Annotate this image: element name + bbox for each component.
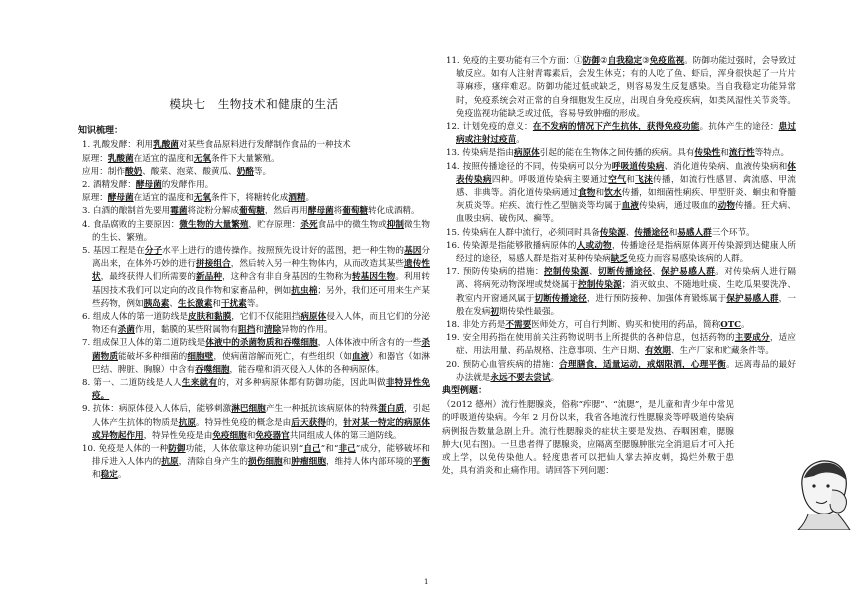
keyword: 酵母菌 xyxy=(307,206,334,217)
text-run: 原理： xyxy=(82,193,108,204)
text-run: 引起的能在生物体之间传播的疾病。具有 xyxy=(539,148,695,159)
text-run: ，这种含有非自身基因的生物称为 xyxy=(222,272,352,283)
text-run: 。 xyxy=(117,470,127,481)
keyword: 清除 xyxy=(263,325,282,336)
keyword: 生长激素 xyxy=(177,298,213,309)
right-items xyxy=(442,55,796,385)
text-run: 和 xyxy=(92,470,101,481)
text-run: 等。 xyxy=(253,166,272,177)
keyword: 分子 xyxy=(144,246,163,257)
keyword: 杀死 xyxy=(300,219,318,230)
text-run: 的，对多种病原体都有防御功能，因此叫做 xyxy=(217,378,386,389)
text-run: 1. 乳酸发酵：利用 xyxy=(82,140,154,151)
keyword: 动物 xyxy=(717,201,736,212)
keyword: 微生物的大量繁殖 xyxy=(179,219,249,230)
text-run: 10. 免疫是人体的一种 xyxy=(82,444,169,455)
keyword: 遗传性状 xyxy=(92,259,430,283)
text-run: ③ xyxy=(642,56,650,66)
text-run: ，贮存原理： xyxy=(248,219,301,230)
keyword: 主要成分 xyxy=(734,333,770,344)
text-run: 的， xyxy=(326,417,344,428)
keyword: 抑制 xyxy=(386,219,405,230)
keyword: 后天获得 xyxy=(291,417,327,428)
keyword: 体液中的杀菌物质和吞噬细胞 xyxy=(205,338,318,349)
text-run: ”成分，能够破坏和排斥进入人体内的 xyxy=(92,444,430,468)
text-run: 医师处方，可自行判断、购买和使用的药品，简称 xyxy=(531,320,721,331)
text-run: 将淀粉分解成 xyxy=(187,206,240,217)
text-run: ，使病菌溶解而死亡，有些组织（如 xyxy=(213,351,353,362)
text-run: 作用，黏膜的某些附属物有 xyxy=(135,325,239,336)
keyword: 基因 xyxy=(404,246,422,257)
text-run: 共同组成人体的第三道防线。 xyxy=(289,430,402,441)
text-run: 四种。呼吸道传染病主要通过 xyxy=(491,174,609,185)
keyword: 切断传播途径 xyxy=(598,267,653,278)
text-run: 和 xyxy=(246,430,256,441)
text-run: ，适应症、用法用量、药品规格、注意事项、生产日期、 xyxy=(456,333,796,357)
left-item xyxy=(78,377,430,403)
text-run: ，人体体液中所含有的一些 xyxy=(317,338,422,349)
text-run: 三个环节。 xyxy=(711,227,755,238)
text-run: 。 xyxy=(550,372,560,383)
keyword: 阻挡 xyxy=(238,325,256,336)
text-run: ，传播途径是指病原体离开传染源到达健康人所经过的途径，易感人群是指对某种传染病 xyxy=(456,240,796,265)
text-run: ，进行预防接种、加强体育锻炼属于 xyxy=(586,293,727,304)
keyword: 奶酪 xyxy=(236,166,254,177)
text-run: 和 xyxy=(282,457,292,468)
left-item xyxy=(78,205,430,218)
text-run: 9. 抗体：病原体侵入人体后，能够刺激 xyxy=(82,404,232,415)
text-run: 、消化道传染病、血液传染病和 xyxy=(664,161,788,172)
text-run: ，引起人体产生抗体的物质是 xyxy=(92,404,430,428)
text-run: ，然后转入另一种生物体内，从而改造其某些 xyxy=(230,259,405,270)
keyword: 酵母菌 xyxy=(107,193,134,204)
text-run: 能破坏多种细菌的 xyxy=(118,351,188,362)
keyword: 人或动物 xyxy=(576,240,612,251)
keyword: 新品种 xyxy=(196,272,222,283)
text-run: 传播，如细菌性痢疾、甲型肝炎、蛔虫和脊髓灰质炎等。疟疾、流行性乙型脑炎等均属于 xyxy=(456,188,796,212)
text-run: 。特异性免疫的概念是由 xyxy=(196,417,292,428)
keyword: 抗虫棉 xyxy=(291,285,318,296)
keyword: 酵母菌 xyxy=(135,180,162,191)
text-run: 、 xyxy=(652,267,662,278)
text-run: 期传染性最强。 xyxy=(499,306,560,317)
keyword: 传播途径 xyxy=(634,227,669,238)
keyword: 自己 xyxy=(303,444,321,455)
keyword: 防御 xyxy=(168,444,186,455)
right-item xyxy=(442,240,796,266)
text-run: ”和“ xyxy=(320,444,339,455)
keyword: 霉菌 xyxy=(170,206,188,217)
keyword: 传染性 xyxy=(694,148,721,159)
keyword: 血液 xyxy=(621,201,640,212)
keyword: 免疫监视 xyxy=(649,56,685,66)
text-run: 将 xyxy=(333,206,343,217)
text-run: 等。 xyxy=(246,298,264,309)
text-run: 3. 白酒的酿制首先要用 xyxy=(82,206,171,217)
right-column xyxy=(442,55,796,479)
text-run: 侵入人体，而且它们的分泌物还有 xyxy=(92,312,430,336)
right-item xyxy=(442,161,796,227)
keyword: 杀菌 xyxy=(117,325,135,336)
text-run: 水平上进行的遗传操作。按照预先设计好的蓝图，把一种生物的 xyxy=(162,246,405,257)
text-run: 和 xyxy=(668,227,678,238)
text-run: 18. 非处方药是 xyxy=(446,320,506,331)
keyword: 缺乏 xyxy=(610,254,628,265)
keyword: 胰岛素 xyxy=(143,298,170,309)
keyword: 免疫细胞 xyxy=(212,430,247,441)
right-item xyxy=(442,332,796,358)
keyword: 永远不要去尝试 xyxy=(490,372,551,383)
keyword: 保护易感人群 xyxy=(661,267,716,278)
keyword: 病原体 xyxy=(513,148,540,159)
text-run: ，特异性免疫是由 xyxy=(143,430,213,441)
text-run: 16. 传染源是指能够散播病原体的 xyxy=(446,240,577,251)
keyword: 平衡 xyxy=(412,457,430,468)
text-run: 条件下，将糖转化成 xyxy=(210,193,289,204)
text-run: 2. 酒精发酵： xyxy=(82,180,136,191)
keyword: 在不发病的情况下产生抗体，获得免疫功能 xyxy=(532,122,700,133)
text-run: 转化成酒精。 xyxy=(368,206,420,217)
text-run: 15. 传染病在人群中流行，必须同时具备 xyxy=(446,227,600,238)
keyword: 肿瘤细胞 xyxy=(291,457,327,468)
left-item xyxy=(78,166,430,179)
text-run: ，能吞噬和消灭侵入人体的各种病原体。 xyxy=(229,364,385,375)
keyword: 无氧 xyxy=(193,153,211,164)
text-run: ，它们不仅能阻挡 xyxy=(231,312,301,323)
text-run: 5. 基因工程是在 xyxy=(82,246,145,257)
text-run: 、 xyxy=(625,227,635,238)
example-heading: 典型例题： xyxy=(442,386,488,397)
keyword: 非特异性免疫。 xyxy=(92,378,430,402)
text-run: 7. 组成保卫人体的第二道防线是 xyxy=(82,338,206,349)
text-run: ，清除自身产生的 xyxy=(178,457,248,468)
text-run: 。防御功能过强时，会导致过敏反应。如有人注射青霉素后，会发生休克；有的人吃了鱼、虾后，浑身很快起了一片片荨麻疹，瘙痒难忍。防御功能过低或缺乏，则容易发生反复感染。当自我稳定功能异常时，免疫系统会对正常的自身细胞发生反应，出现自身免疫疾病，如类风湿性关节炎等。免疫监视功能缺乏或过低，容易导致肿瘤的形成。 xyxy=(456,56,796,119)
text-run: 传播，如流行性感冒、禽流感、甲流感、非典等。消化道传染病通过 xyxy=(456,174,796,199)
keyword: 转基因生物 xyxy=(352,272,396,283)
left-item xyxy=(78,153,430,166)
keyword: 酸奶 xyxy=(124,166,143,177)
keyword: 乳酸菌 xyxy=(153,140,179,151)
text-run: 6. 组成人体的第一道防线是 xyxy=(82,312,189,323)
text-run: 条件下大量繁殖。 xyxy=(210,153,280,164)
text-run: 分离出来，在体外巧妙的进行 xyxy=(92,246,430,270)
text-run: 。 xyxy=(740,320,750,331)
keyword: 控制传染源 xyxy=(543,267,590,278)
text-run: 。对传染病人进行隔离、将病死动物深埋或焚烧属于 xyxy=(456,267,796,291)
text-run: 和 xyxy=(720,148,729,159)
keyword: 空气 xyxy=(608,174,627,185)
text-run: 原理： xyxy=(82,153,108,164)
text-run: 在适宜的温度和 xyxy=(133,153,194,164)
text-run: 、 xyxy=(169,298,178,309)
right-item xyxy=(442,147,796,160)
module-title: 模块七 生物技术和健康的生活 xyxy=(169,97,339,111)
keyword: 患过病或注射过疫苗 xyxy=(456,122,796,146)
text-run: ，维持人体内部环境的 xyxy=(326,457,413,468)
keyword: 蛋白质 xyxy=(378,404,405,415)
keyword: 保护易感人群 xyxy=(726,293,779,304)
right-item xyxy=(442,227,796,240)
right-item xyxy=(442,359,796,385)
keyword: 血液 xyxy=(352,351,370,362)
text-run: 传播。狂犬病、血吸虫病、破伤风、癣等。 xyxy=(456,201,796,225)
keyword: 不需要 xyxy=(505,320,532,331)
keyword: 生来就有 xyxy=(181,378,218,389)
text-run: 。利用转基因技术我们可以定向的改良作物和家畜品种，例如 xyxy=(92,272,430,296)
keyword: 损伤细胞 xyxy=(248,457,283,468)
text-run: 等特点。 xyxy=(754,148,790,159)
keyword: 稳定 xyxy=(100,470,118,481)
keyword: 抗原 xyxy=(161,457,179,468)
text-run: 。远离毒品的最好办法就是 xyxy=(456,359,796,383)
left-item xyxy=(78,139,430,152)
keyword: 病原体 xyxy=(300,312,327,323)
text-run: ，一般在发病 xyxy=(456,293,796,317)
text-run: 微生物的生长、繁殖。 xyxy=(92,219,430,243)
section-heading: 知识梳理： xyxy=(78,126,124,137)
left-item xyxy=(78,219,430,245)
keyword: 拼接组合 xyxy=(196,259,231,270)
text-run: 19. 安全用药指在使用前关注药物说明书上所提供的各种信息，包括药物的 xyxy=(446,333,735,344)
keyword: 酒精 xyxy=(288,193,306,204)
keyword: 淋巴细胞 xyxy=(231,404,266,415)
boy-with-mumps-illustration xyxy=(794,456,854,530)
keyword: 杀菌物质 xyxy=(92,338,430,362)
text-run: 功能，人体依靠这种功能识别“ xyxy=(185,444,304,455)
keyword: 乳酸菌 xyxy=(107,153,134,164)
keyword: 体表传染病 xyxy=(456,161,796,185)
keyword: 干扰素 xyxy=(220,298,247,309)
keyword: 有效期 xyxy=(645,346,671,357)
keyword: OTC xyxy=(720,320,741,331)
keyword: 防御 xyxy=(582,56,600,66)
keyword: 自我稳定 xyxy=(607,56,643,66)
text-run: 、酸菜、泡菜、酸黄瓜、 xyxy=(142,166,237,177)
example-text: （2012 德州）流行性腮腺炎，俗称“痄腮”、“流腮”，是儿童和青少年中常见的呼吸道传染病。今年 2 月份以来，我省各地流行性腮腺炎等呼吸道传染病病例报告数量急剧上升。流行性腮腺炎的症状主要是发热、吞咽困难，腮腺肿大(见右图)。一旦患者得了腮腺炎，应隔离至腮腺肿胀完全消退后才可入托或上学，以免传染他人。轻度患者可以把仙人掌去掉皮刺，捣烂外敷于患处，具有消炎和止痛作用。请回答下列问题： xyxy=(442,400,734,477)
keyword: 初 xyxy=(490,306,499,317)
left-item xyxy=(78,443,430,483)
text-run: 和 xyxy=(255,325,264,336)
keyword: 呼吸道传染病 xyxy=(611,161,665,172)
text-run: 。 xyxy=(305,193,315,204)
keyword: 吞噬细胞 xyxy=(195,364,230,375)
keyword: 抗原 xyxy=(178,417,197,428)
text-run: 传染病，通过吸血的 xyxy=(639,201,718,212)
keyword: 食物 xyxy=(578,188,596,199)
keyword: 流行性 xyxy=(728,148,755,159)
text-run: 在适宜的温度和 xyxy=(133,193,194,204)
text-run: 应用：制作 xyxy=(82,166,125,177)
text-run: 免疫力而容易感染该病的人群。 xyxy=(627,254,749,265)
keyword: 葡萄糖 xyxy=(342,206,369,217)
keyword: 无氧 xyxy=(193,193,211,204)
text-run: 。 xyxy=(516,135,525,146)
text-run: ，然后再用 xyxy=(264,206,308,217)
page-number: 1 xyxy=(424,578,429,586)
left-column xyxy=(78,54,430,483)
keyword: 合理膳食，适量运动，戒烟限酒，心理平衡 xyxy=(559,359,726,370)
left-item xyxy=(78,245,430,311)
keyword: 饮水 xyxy=(604,188,622,199)
right-item xyxy=(442,121,796,147)
left-item xyxy=(78,192,430,205)
right-item xyxy=(442,319,796,332)
text-run: 11. 免疫的主要功能有三个方面：① xyxy=(446,56,583,66)
text-run: 8. 第一、二道防线是人人 xyxy=(82,378,182,389)
text-run: 异物的作用。 xyxy=(281,325,333,336)
text-run: 产生一种抵抗该病原体的特殊 xyxy=(265,404,379,415)
keyword: 细胞壁 xyxy=(187,351,214,362)
text-run: ；消灭蚊虫、不随地吐痰、生吃瓜果要洗净、教室内开窗通风属于 xyxy=(456,280,796,304)
text-run: ）和器官（如淋巴结、脾脏、胸腺）中含有 xyxy=(92,351,430,375)
left-item xyxy=(78,403,430,443)
text-run: 和 xyxy=(212,298,221,309)
keyword: 免疫器官 xyxy=(255,430,290,441)
text-run: 17. 预防传染病的措施： xyxy=(446,267,544,278)
keyword: 控制传染源 xyxy=(578,280,622,291)
text-run: 、 xyxy=(589,267,599,278)
text-run: 、生产厂家和贮藏条件等。 xyxy=(670,346,775,357)
keyword: 针对某一特定的病原体或异物起作用 xyxy=(92,417,430,441)
text-run: 20. 预防心血管疾病的措施： xyxy=(446,359,560,370)
keyword: 切断传播途径 xyxy=(534,293,587,304)
left-item xyxy=(78,337,430,377)
text-run: 4. 食品腐败的主要原因： xyxy=(82,219,180,230)
text-run: ② xyxy=(599,56,608,66)
right-item xyxy=(442,266,796,319)
text-run: 。抗体产生的途径： xyxy=(699,122,779,133)
left-item xyxy=(78,311,430,337)
text-run: ，最终获得人们所需要的 xyxy=(100,272,196,283)
keyword: 非己 xyxy=(338,444,356,455)
text-run: 13. 传染病是指由 xyxy=(446,148,514,159)
left-item xyxy=(78,179,430,192)
text-run: 12. 计划免疫的意义： xyxy=(446,122,533,133)
keyword: 葡萄糖 xyxy=(239,206,265,217)
keyword: 飞沫 xyxy=(635,174,654,185)
text-run: 14. 按照传播途径的不同，传染病可以分为 xyxy=(446,161,612,172)
text-run: 和 xyxy=(626,174,636,185)
text-run: 和 xyxy=(595,188,605,199)
keyword: 皮肤和黏膜 xyxy=(188,312,232,323)
keyword: 传染源 xyxy=(599,227,626,238)
right-item xyxy=(442,55,796,121)
keyword: 易感人群 xyxy=(677,227,712,238)
text-run: 食品中的微生物或 xyxy=(317,219,387,230)
left-items xyxy=(78,139,430,482)
text-run: 对某些食品原料进行发酵制作食品的一种技术 xyxy=(178,140,351,151)
text-run: 的发酵作用。 xyxy=(161,180,214,191)
text-run: ；另外，我们还可用来生产某些药物，例如 xyxy=(92,285,430,309)
